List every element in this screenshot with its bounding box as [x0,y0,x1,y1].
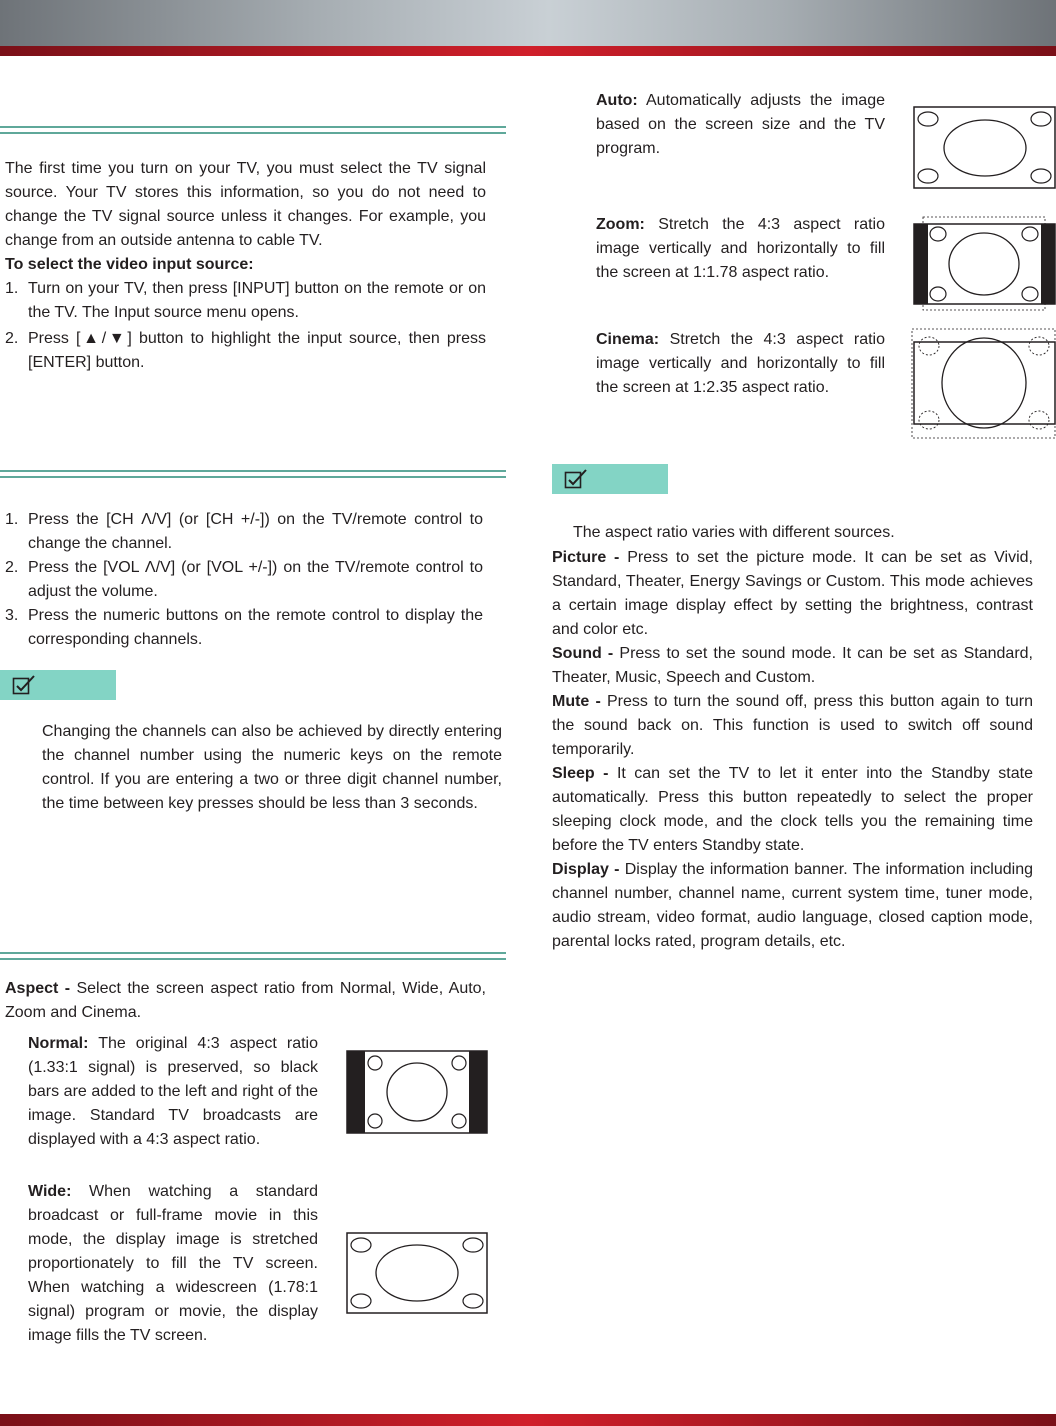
wide-label: Wide: [28,1183,72,1200]
aspect-note [573,521,1033,545]
sound-label: Sound - [552,645,614,662]
step-number: 1. [5,511,19,528]
aspect-text: Select the screen aspect ratio from Normal, Wide, Auto, Zoom and Cinema. [5,980,487,1021]
list-item [5,508,483,556]
auto-text: Automatically adjusts the image based on the screen size and the TV program. [596,92,885,157]
button-descriptions [552,546,1033,954]
aspect-normal [28,1032,318,1152]
sleep-description [552,762,1033,858]
step-text: Press [▲/▼] button to highlight the input source, then press [ENTER] button. [28,330,486,371]
picture-text: Press to set the picture mode. It can be set as Vivid, Standard, Theater, Energy Savings or Custom. This mode achieves a certain image display effect by setting the brightness, contrast and color etc. [552,549,1034,638]
display-label: Display - [552,861,620,878]
cinema-label: Cinema: [596,331,660,348]
auto-aspect-figure [913,106,1056,190]
step-text: Press the [CH Λ/V] (or [CH +/-]) on the TV/remote control to change the channel. [28,511,483,552]
mute-description [552,690,1033,762]
mute-label: Mute - [552,693,601,710]
display-text: Display the information banner. The information including channel number, channel name, current system time, tuner mode, audio stream, video format, audio language, closed caption mode, parental locks rated, program details, etc. [552,861,1033,950]
sound-description [552,642,1033,690]
aspect-wide [28,1180,318,1348]
input-intro: The first time you turn on your TV, you must select the TV signal source. Your TV stores this information, so you do not need to change the TV signal source unless it changes. For example, you change from an outside antenna to cable TV. [5,160,486,249]
zoom-text: Stretch the 4:3 aspect ratio image vertically and horizontally to fill the screen at 1:1.78 aspect ratio. [596,216,885,281]
note-badge [0,670,116,700]
display-description [552,858,1033,954]
aspect-auto [596,89,885,161]
list-item [5,327,486,375]
step-number: 2. [5,330,19,347]
sleep-text: It can set the TV to let it enter into the Standby state automatically. Press this button repeatedly to select the proper sleeping clock mode, and the clock tells you the remaining time before the TV enters Standby state. [552,765,1033,854]
channel-steps [5,508,483,652]
step-text: Turn on your TV, then press [INPUT] button on the remote or on the TV. The Input source menu opens. [28,280,486,321]
picture-description [552,546,1033,642]
step-number: 2. [5,559,19,576]
footer-red-stripe [0,1414,1056,1426]
normal-aspect-figure [346,1050,488,1134]
section-rule-aspect [0,952,506,960]
note-check-icon [12,674,36,696]
wide-aspect-figure [346,1232,488,1314]
sound-text: Press to set the sound mode. It can be set as Standard, Theater, Music, Speech and Custom. [552,645,1034,686]
zoom-label: Zoom: [596,216,645,233]
input-source-section [5,157,486,375]
section-rule-channel [0,470,506,478]
list-item [5,277,486,325]
normal-label: Normal: [28,1035,89,1052]
step-number: 1. [5,280,19,297]
sleep-label: Sleep - [552,765,609,782]
aspect-intro [5,977,486,1025]
picture-label: Picture - [552,549,620,566]
cinema-text: Stretch the 4:3 aspect ratio image vertically and horizontally to fill the screen at 1:2.35 aspect ratio. [596,331,885,396]
wide-text: When watching a standard broadcast or full-frame movie in this mode, the display image is stretched proportionately to fill the TV screen. When watching a widescreen (1.78:1 signal) program or movie, the display image fills the TV screen. [28,1183,318,1344]
zoom-aspect-figure [913,216,1056,312]
input-steps [5,277,486,375]
normal-text: The original 4:3 aspect ratio (1.33:1 signal) is preserved, so black bars are added to the left and right of the image. Standard TV broadcasts are displayed with a 4:3 aspect ratio. [28,1035,318,1148]
list-item [5,556,483,604]
input-subheading: To select the video input source: [5,256,254,273]
header-red-stripe [0,46,1056,56]
cinema-aspect-figure [911,328,1056,440]
step-number: 3. [5,607,19,624]
aspect-zoom [596,213,885,285]
list-item [5,604,483,652]
aspect-label: Aspect - [5,980,71,997]
step-text: Press the numeric buttons on the remote control to display the corresponding channels. [28,607,483,648]
note-check-icon [564,468,588,490]
aspect-cinema [596,328,885,400]
step-text: Press the [VOL Λ/V] (or [VOL +/-]) on the TV/remote control to adjust the volume. [28,559,483,600]
note-text: Changing the channels can also be achieved by directly entering the channel number using the numeric keys on the remote control. If you are entering a two or three digit channel number, the time between key presses should be less than 3 seconds. [42,723,502,812]
channel-section [5,508,483,652]
channel-note [42,720,502,816]
mute-text: Press to turn the sound off, press this button again to turn the sound back on. This function is used to switch off sound temporarily. [552,693,1033,758]
note-text: The aspect ratio varies with different sources. [573,524,895,541]
note-badge-aspect [552,464,668,494]
section-rule-input [0,126,506,134]
auto-label: Auto: [596,92,638,109]
header-band [0,0,1056,46]
